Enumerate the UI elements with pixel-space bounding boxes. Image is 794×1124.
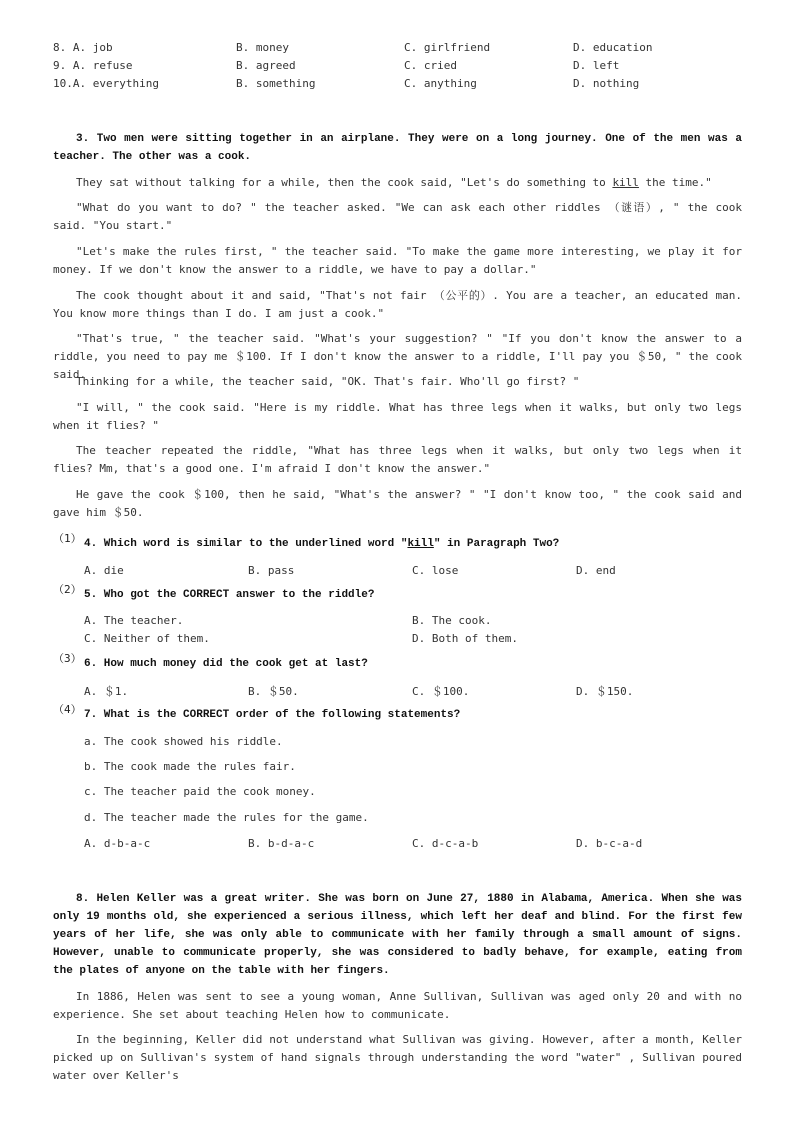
q4-statement-b: b. The cook made the rules fair. [84, 760, 296, 773]
option-10c[interactable]: C. anything [404, 77, 477, 90]
q3-option-b[interactable]: B. ＄50. [248, 685, 299, 698]
p2-text: "What do you want to do? " the teacher asked. "We can ask each other riddles （谜语）, " the cook said. "You start." [53, 201, 742, 232]
option-8a[interactable]: 8. A. job [53, 41, 113, 54]
passage8-paragraph-2 [53, 1031, 742, 1085]
q4-option-c[interactable]: C. d-c-a-b [412, 837, 479, 850]
q2-option-b[interactable]: B. The cook. [412, 614, 492, 627]
option-10b[interactable]: B. something [236, 77, 316, 90]
q4-option-a[interactable]: A. d-b-a-c [84, 837, 151, 850]
p7-text: "I will, " the cook said. "Here is my riddle. What has three legs when it walks, but only two legs when it flies? " [53, 401, 742, 432]
option-8b[interactable]: B. money [236, 41, 289, 54]
q4-statement-c: c. The teacher paid the cook money. [84, 785, 316, 798]
passage3-intro-text: 3. Two men were sitting together in an airplane. They were on a long journey. One of the men was a teacher. The other was a cook. [53, 133, 742, 163]
q2-option-a[interactable]: A. The teacher. [84, 614, 184, 627]
passage8-intro-text: 8. Helen Keller was a great writer. She was born on June 27, 1880 in Alabama, America. When she was only 19 months old, she experienced a serious illness, which left her deaf and blind. For the first few years of her life, she was only able to communicate with her family through a small amount of signs. However, unable to communicate properly, she was considered to badly behave, for example, eating from the plates of anyone on the table with her fingers. [53, 893, 742, 977]
question-2-text: 5. Who got the CORRECT answer to the riddle? [84, 589, 375, 601]
p3-text: "Let's make the rules first, " the teacher said. "To make the game more interesting, we play it for money. If we don't know the answer to a riddle, we have to pay a dollar." [53, 245, 742, 276]
option-10d[interactable]: D. nothing [573, 77, 640, 90]
passage3-paragraph-2 [53, 199, 742, 235]
option-9c[interactable]: C. cried [404, 59, 457, 72]
q1-text-before: 4. Which word is similar to the underlined word " [84, 538, 408, 550]
p4-text: The cook thought about it and said, "That's not fair （公平的）. You are a teacher, an educated man. You know more things than I do. I am just a cook." [53, 289, 742, 320]
p1-text-after: the time." [638, 176, 712, 189]
question-3-text: 6. How much money did the cook get at last? [84, 658, 368, 670]
q4-statement-d: d. The teacher made the rules for the game. [84, 811, 369, 824]
p5-text: "That's true, " the teacher said. "What's your suggestion? " "If you don't know the answer to a riddle, you need to pay me ＄100. If I don't know the answer to a riddle, I'll pay you ＄50, " the cook said. [53, 332, 742, 381]
passage3-paragraph-7 [53, 399, 742, 435]
passage3-paragraph-3 [53, 243, 742, 279]
option-9a[interactable]: 9. A. refuse [53, 59, 133, 72]
q1-underlined-word: kill [407, 538, 434, 550]
question-3-number: （3） [53, 652, 82, 665]
passage3-intro [53, 130, 742, 166]
option-9d[interactable]: D. left [573, 59, 620, 72]
passage3-paragraph-6 [53, 373, 742, 391]
p9-text: He gave the cook ＄100, then he said, "What's the answer? " "I don't know too, " the cook said and gave him ＄50. [53, 488, 742, 519]
q4-option-b[interactable]: B. b-d-a-c [248, 837, 315, 850]
q1-option-a[interactable]: A. die [84, 564, 124, 577]
option-9b[interactable]: B. agreed [236, 59, 296, 72]
question-1-text [84, 538, 559, 550]
passage8-p1-text: In 1886, Helen was sent to see a young woman, Anne Sullivan, Sullivan was aged only 20 and with no experience. She set about teaching Helen how to communicate. [53, 990, 742, 1021]
q2-option-d[interactable]: D. Both of them. [412, 632, 518, 645]
passage8-paragraph-1 [53, 988, 742, 1024]
passage8-p2-text: In the beginning, Keller did not understand what Sullivan was giving. However, after a month, Keller picked up on Sullivan's system of hand signals through understanding the word "water" , Sullivan poured water over Keller's [53, 1033, 742, 1082]
q3-option-c[interactable]: C. ＄100. [412, 685, 470, 698]
p8-text: The teacher repeated the riddle, "What has three legs when it walks, but only two legs when it flies? Mm, that's a good one. I'm afraid I don't know the answer." [53, 444, 742, 475]
p6-text: Thinking for a while, the teacher said, "OK. That's fair. Who'll go first? " [76, 375, 580, 388]
question-2-number: （2） [53, 583, 82, 596]
q4-option-d[interactable]: D. b-c-a-d [576, 837, 643, 850]
q2-option-c[interactable]: C. Neither of them. [84, 632, 210, 645]
p1-text-before: They sat without talking for a while, then the cook said, "Let's do something to [76, 176, 613, 189]
passage3-paragraph-1 [53, 174, 742, 192]
passage3-paragraph-8 [53, 442, 742, 478]
option-10a[interactable]: 10.A. everything [53, 77, 159, 90]
underlined-word-kill: kill [612, 176, 639, 189]
passage3-paragraph-4 [53, 287, 742, 323]
question-4-number: （4） [53, 703, 82, 716]
question-1-number: （1） [53, 532, 82, 545]
q1-option-c[interactable]: C. lose [412, 564, 459, 577]
q1-text-after: " in Paragraph Two? [433, 538, 560, 550]
q1-option-b[interactable]: B. pass [248, 564, 295, 577]
q3-option-a[interactable]: A. ＄1. [84, 685, 129, 698]
q1-option-d[interactable]: D. end [576, 564, 616, 577]
q4-statement-a: a. The cook showed his riddle. [84, 735, 283, 748]
option-8d[interactable]: D. education [573, 41, 653, 54]
passage8-intro [53, 890, 742, 980]
question-4-text: 7. What is the CORRECT order of the following statements? [84, 709, 461, 721]
passage3-paragraph-9 [53, 486, 742, 522]
option-8c[interactable]: C. girlfriend [404, 41, 491, 54]
q3-option-d[interactable]: D. ＄150. [576, 685, 634, 698]
